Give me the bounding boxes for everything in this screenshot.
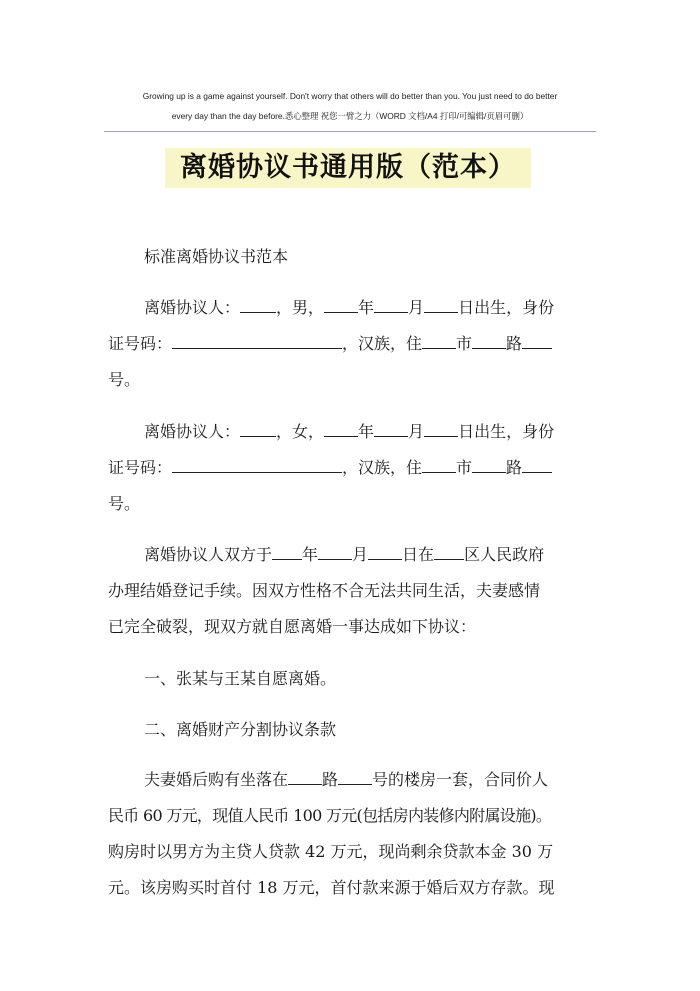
property-line-2: 民币 60 万元，现值人民币 100 万元(包括房内装修内附属设施)。 [108,806,552,825]
blank-field[interactable] [240,422,276,437]
header-line-1: Growing up is a game against yourself. Don't worry that others will do better than you. You just need to do better [142,91,558,101]
blank-field[interactable] [434,545,464,560]
party1-line-1: 离婚协议人： ，男， 年 月 日出生，身份 [144,298,555,317]
marriage-line-2: 办理结婚登记手续。因双方性格不合无法共同生活，夫妻感情 [108,581,541,600]
header-divider [104,131,596,132]
blank-field[interactable] [272,545,302,560]
blank-field[interactable] [288,770,322,785]
blank-field[interactable] [324,298,358,313]
blank-field[interactable] [422,458,456,473]
blank-field[interactable] [522,334,552,349]
blank-field[interactable] [172,458,342,473]
party2-line-3: 号。 [108,494,141,513]
blank-field[interactable] [374,422,408,437]
blank-field[interactable] [422,334,456,349]
blank-field[interactable] [522,458,552,473]
page-header [100,86,600,126]
property-line-1: 夫妻婚后购有坐落在 路 号的楼房一套，合同价人 [144,770,549,789]
marriage-line-3: 已完全破裂，现双方就自愿离婚一事达成如下协议： [108,617,477,636]
blank-field[interactable] [472,334,506,349]
blank-field[interactable] [318,545,352,560]
header-line-2: every day than the day before.悉心整理 祝您一臂之力（WORD 文档/A4 打印/可编辑/页眉可删） [171,111,529,121]
party2-line-1: 离婚协议人： ，女， 年 月 日出生，身份 [144,422,555,441]
blank-field[interactable] [424,298,458,313]
blank-field[interactable] [172,334,342,349]
subtitle: 标准离婚协议书范本 [144,247,289,266]
blank-field[interactable] [374,298,408,313]
property-line-4: 元。该房购买时首付 18 万元，首付款来源于婚后双方存款。现 [108,878,555,897]
property-line-3: 购房时以男方为主贷人贷款 42 万元，现尚剩余贷款本金 30 万 [108,842,554,861]
party1-line-2: 证号码： ，汉族，住 市 路 [108,326,594,362]
marriage-line-1: 离婚协议人双方于 年 月 日在 区人民政府 [144,545,545,564]
blank-field[interactable] [472,458,506,473]
clause-2: 二、离婚财产分割协议条款 [144,720,337,739]
clause-1: 一、张某与王某自愿离婚。 [144,669,337,688]
blank-field[interactable] [338,770,372,785]
party2-line-2: 证号码： ，汉族，住 市 路 [108,450,594,486]
blank-field[interactable] [424,422,458,437]
party1-line-3: 号。 [108,370,141,389]
document-title: 离婚协议书通用版（范本） [165,148,531,188]
blank-field[interactable] [368,545,402,560]
blank-field[interactable] [240,298,276,313]
blank-field[interactable] [324,422,358,437]
